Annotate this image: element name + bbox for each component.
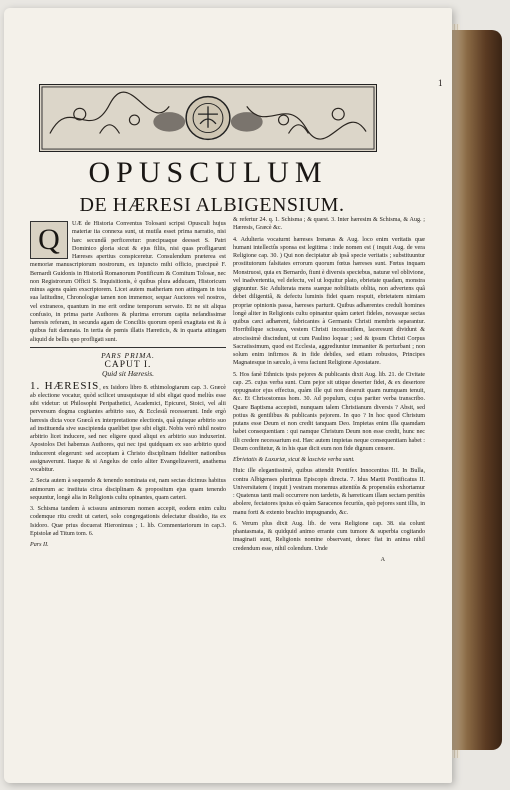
part-heading: PARS PRIMA.: [101, 350, 155, 360]
paragraph-5: 5. Hos fanè Ethnicis ipsis pejores & publicanis dixit Aug. lib. 21. de Civitate cap. 25. cujus verba sunt. Cum pejor sit utique deserter fidei, & ex desertore oppugnator ejus effectus, quàm ille qui non deseruit quam numquam tenuit, &c. Et Chrisostomus hom. 30. Ad populum, cujus pariter verba transcribo. Quare Baptisma accepisti, nunquam talem Christianum diversis ? Absit, sed potius & gentilibus & publicanis pejorem. In quo ? In hoc quod Christum putans esse Deum ei non credit tanquam Deo. Impietas enim illa quamdam habet consequentiam : qui namque Christum Deum non esse credit, hunc nec illi credere necessarium est. Hæc autem impietas neque consequentiam habet : Deum confitetur, & in his quæ dicit eum non fide dignum censere.: [233, 371, 425, 452]
paragraph-6: 6. Verum plus dixit Aug. lib. de vera Religione cap. 38. sia colunt phantasmata, & quidquid animo errante cum tumore & superbia cogitando imaginati sunt, Religionis nomine observant, donec fiat in anima nihil credendum esse, nihil colendum. Unde: [233, 520, 425, 552]
paragraph-4: 4. Adulteria vocaturnt hæreses Irenæus & Aug. loco enim veritatis quæ humani intellectûs sponsa est legitima : inde nomen est ( inquit Aug. de vera Religione cap. 30. ) Qui non decipiatur ab ipsâ specie veritatis ; substituuntur prostitutorum falsitates errorum quorum fœtus hæreses sunt. Fœtus inquam Monstruosi, quia ex Bernardo, fiunt è diversis speciebus, naturæ vel oblivione, vel inadvertentia, vel defectu, vel ut loquitur plato, ebrietate quadam, monstra gignuntur. Sic Adulterata mens suæque nobilitatis oblita, non advertens quâ debet diligentiâ, & defectu luminis fidei quam respuit, ebrietatem nimiam propriæ opinionis passa, hæreses parturit. Quibus adhærentes creduli homines longè aliter in Religionis cultu opinantur quàm cæteri fideles, novasque sectas quibus cæci adhærent, fabricantes à Germanis Christi membris separantur. Horribilique scissura, vestem Christi inconsutilem, laceresunt dividunt & atrocissimè discindunt, ut cum Paulino loquar ; sed & ipsum Christi Corpus Sacratissimum, quod est Ecclesia, aggrediuntur immaniter & perturbant ; non solum enim infirmos & in fide debiles, sed etiam robustos, Principes Magnatesque in sæculo, à vera faciunt Religione Apostatare.: [233, 236, 425, 367]
signature-mark: [30, 541, 226, 549]
book-page: [4, 8, 452, 783]
signature-mark-text: Pars II.: [30, 542, 49, 548]
page-subtitle: DE HÆRESI ALBIGENSIUM.: [79, 194, 345, 216]
headpiece-ornament: [39, 84, 377, 152]
chapter-subheading: Quid sit Hæresis.: [101, 369, 155, 379]
paragraph-innocent: Huic ille elegantissimè, quibus attendit Pontifex Innocentius III. In Bulla, contra Albigenses plurimus Episcopis directa. 7. Idus Martii Pontificatus II. Universitatem ( inquit ) vestram monemus attentiùs & propensiùs exhortamur : Quatenus tanti mali occurrere non tardetis, & hæreticam illam sectam penitùs abolere, fectatores ipsius eò quàm Saracenos fecuriùs, quò pejores sunt illis, in manu forti & extento brachio impugnando, &c.: [233, 468, 425, 516]
intro-paragraph: UÆ de Historia Conventus Tolosani scripsi Opusculi hujus materiæ ita connexa sunt, ut mutila esset prima narratio, nisi hæc secundâ perficeretur: præcipuaque deesset S. Patri Dominico gloria sicut & ejus filiis, nisi quas profligarunt Hæreses apertius conspiceretur. Consulendum præterea est memoriæ manuscriptorum nostrorum, ex injuncto mihi officio, præcipuè F. Bernardi Guidonis in Historiâ Romanorum Pontificum & Comitum Tolosæ, nec non Registrorum Officii S. Inquisitionis, è quibus plura adducam, Historicum minus agens quàm exscriptorem. Licet autem matheriam non attingam in tota sua latitudine, Chronologiæ tamen non immemor, sequar Auctores vel nostros, vel extraneos, quantum in me erit ordine temporum servato. Et ne sit aliqua confusio, in prima parte Authores & plurima errorum capita nefandissimæ hæresis referam, in secunda agam de Conciliis quorum operâ exagitata est & à quibus fuit damnata. In tertia de pœnis illatis Hæreticis, & in quarta attingam aliquid de bellis quo profligati sunt.: [30, 221, 226, 343]
book-binding: [448, 30, 502, 750]
paragraph-3: 3. Schisma tandem à scissura animorum nomen accepit, eodem enim cultu codemque ritu credit ut cæteri, solo congregationis delectatur dissidio, ita ex Isidoro. Quæ prius docuerat Hieronimus ; 1. lib. Commentariorum in cap.3. Epistolæ ad Titum tom. 6.: [30, 506, 226, 537]
paragraph-1-lead: 1. HÆRESIS: [30, 379, 100, 392]
divider: [30, 347, 226, 348]
paragraph-2: 2. Secta autem à sequendo & tenendo nominata est, nam sectas dicimus habitus animorum ac instituta circa disciplinam & propositum ejus quam tenendo sequuntur, longè alia in Religionis cultu opinantes, quam cæteri.: [30, 478, 226, 501]
right-column: [233, 216, 425, 784]
chapter-heading: CAPUT I.: [104, 360, 152, 370]
gathering-signature: A: [380, 556, 385, 563]
page-title: OPUSCULUM: [88, 156, 328, 189]
left-column: [30, 220, 226, 784]
page-number: 1: [438, 78, 443, 88]
decorated-initial: Q: [30, 221, 68, 259]
paragraph-1: [30, 379, 226, 475]
paragraph-1-body: , ex Isidoro libro 8. ethimologiarum cap. 3. Græcè ab electione vocatur, quòd scilicet unusquisque id sibi eligat quod meliùs esse sibi videtur: ut Philosophi Peripathetici, Academici, Epicurei, Stoici, vel alii perversum dogma cogitantes arbitrio suo, & Ecclesiâ recesserunt. Inde ergò hæresis dicta voce Græcâ ex interpretatione electionis, quâ quisque arbitrio suo ad instituenda sive suscipienda quælibet ipse sibi eligit. Nobis verò nihil nostro arbitrio licet inducere, sed nec eligere quod aliqui ex arbitrio suo induxerint. Apostolos Dei habemus Authores, qui nec ipsi quidquam ex suo arbitrio quod inducerent elegerunt: sed acceptam à Christo disciplinam fideliter nationibus assignaverunt. Itaque & si Angelus de cœlo aliter Evangelizaverit, anathema vocabitur.: [30, 384, 226, 473]
continued-paragraph: & refertur 24. q. 1. Schisma ; & quæst. 3. Inter hæresim & Schisma, & Aug. ; Hæresis, Græcè &c.: [233, 217, 425, 232]
italic-remark: Ebrietatis & Luxuriæ, sicut & lascivie verba sunt.: [233, 457, 355, 463]
